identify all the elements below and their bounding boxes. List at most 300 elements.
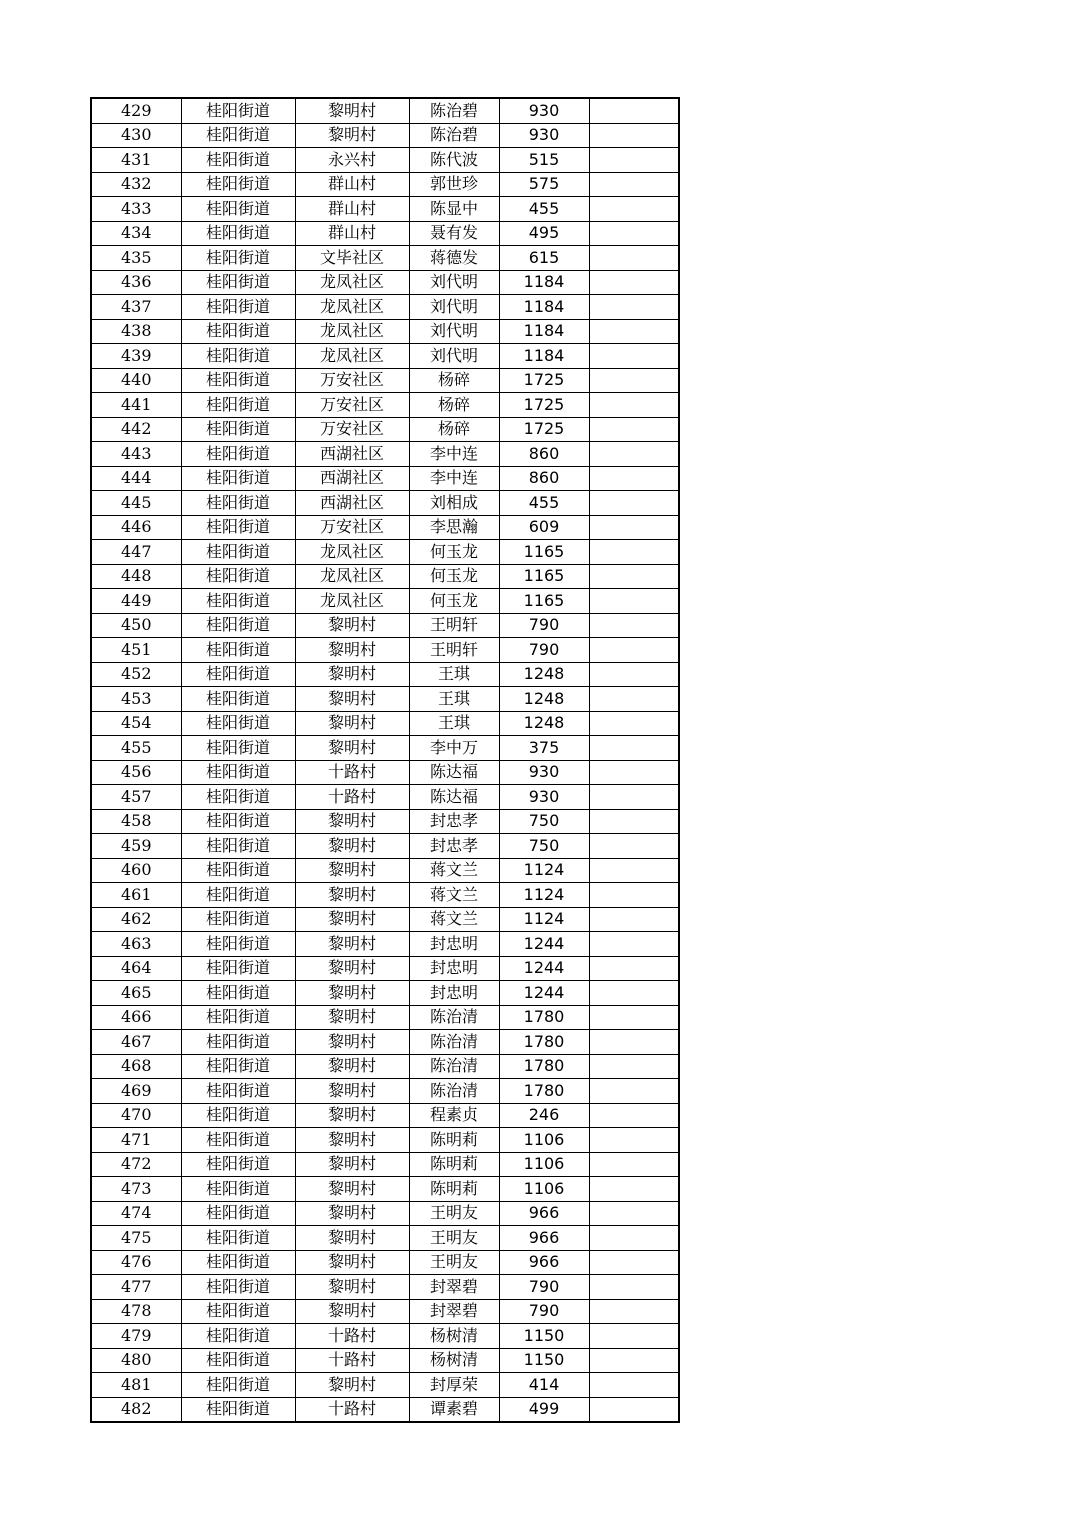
street-cell: 桂阳街道 [181,1226,295,1251]
community-cell: 十路村 [295,760,409,785]
community-cell: 黎明村 [295,662,409,687]
community-cell: 黎明村 [295,98,409,123]
community-cell: 黎明村 [295,1103,409,1128]
row-number-cell: 449 [91,589,181,614]
table-row [91,613,679,638]
amount-cell: 515 [499,148,589,173]
table-row [91,932,679,957]
community-cell: 黎明村 [295,1226,409,1251]
street-cell: 桂阳街道 [181,1299,295,1324]
row-number-cell: 482 [91,1397,181,1422]
table-row [91,540,679,565]
name-cell: 陈达福 [409,760,499,785]
table-row [91,1275,679,1300]
table-row [91,319,679,344]
amount-cell: 1725 [499,368,589,393]
note-cell [589,1152,679,1177]
amount-cell: 860 [499,442,589,467]
amount-cell: 860 [499,466,589,491]
street-cell: 桂阳街道 [181,1005,295,1030]
note-cell [589,564,679,589]
name-cell: 刘代明 [409,319,499,344]
table-row [91,368,679,393]
row-number-cell: 433 [91,197,181,222]
note-cell [589,662,679,687]
amount-cell: 1244 [499,956,589,981]
name-cell: 郭世珍 [409,172,499,197]
row-number-cell: 442 [91,417,181,442]
street-cell: 桂阳街道 [181,711,295,736]
row-number-cell: 468 [91,1054,181,1079]
amount-cell: 930 [499,123,589,148]
table-row [91,270,679,295]
name-cell: 陈明莉 [409,1128,499,1153]
amount-cell: 1248 [499,662,589,687]
street-cell: 桂阳街道 [181,98,295,123]
row-number-cell: 479 [91,1324,181,1349]
amount-cell: 495 [499,221,589,246]
note-cell [589,711,679,736]
amount-cell: 1244 [499,932,589,957]
name-cell: 封忠孝 [409,834,499,859]
amount-cell: 375 [499,736,589,761]
street-cell: 桂阳街道 [181,368,295,393]
table-row [91,1324,679,1349]
community-cell: 黎明村 [295,711,409,736]
community-cell: 万安社区 [295,393,409,418]
name-cell: 封忠孝 [409,809,499,834]
street-cell: 桂阳街道 [181,1079,295,1104]
row-number-cell: 461 [91,883,181,908]
amount-cell: 1150 [499,1324,589,1349]
name-cell: 刘代明 [409,344,499,369]
name-cell: 蒋德发 [409,246,499,271]
street-cell: 桂阳街道 [181,393,295,418]
note-cell [589,197,679,222]
street-cell: 桂阳街道 [181,1201,295,1226]
table-row [91,393,679,418]
name-cell: 蒋文兰 [409,907,499,932]
amount-cell: 790 [499,638,589,663]
amount-cell: 1165 [499,564,589,589]
note-cell [589,932,679,957]
row-number-cell: 467 [91,1030,181,1055]
row-number-cell: 464 [91,956,181,981]
community-cell: 黎明村 [295,123,409,148]
note-cell [589,981,679,1006]
community-cell: 黎明村 [295,1201,409,1226]
street-cell: 桂阳街道 [181,246,295,271]
amount-cell: 246 [499,1103,589,1128]
amount-cell: 966 [499,1250,589,1275]
note-cell [589,1201,679,1226]
note-cell [589,295,679,320]
name-cell: 聂有发 [409,221,499,246]
row-number-cell: 466 [91,1005,181,1030]
note-cell [589,736,679,761]
name-cell: 谭素碧 [409,1397,499,1422]
note-cell [589,1373,679,1398]
community-cell: 黎明村 [295,956,409,981]
amount-cell: 790 [499,1275,589,1300]
community-cell: 黎明村 [295,1299,409,1324]
table-row [91,295,679,320]
table-row [91,687,679,712]
street-cell: 桂阳街道 [181,932,295,957]
community-cell: 龙凤社区 [295,270,409,295]
note-cell [589,1177,679,1202]
amount-cell: 790 [499,613,589,638]
note-cell [589,858,679,883]
table-row [91,1226,679,1251]
community-cell: 永兴村 [295,148,409,173]
note-cell [589,466,679,491]
street-cell: 桂阳街道 [181,736,295,761]
street-cell: 桂阳街道 [181,834,295,859]
name-cell: 封忠明 [409,981,499,1006]
amount-cell: 1106 [499,1152,589,1177]
amount-cell: 790 [499,1299,589,1324]
street-cell: 桂阳街道 [181,270,295,295]
community-cell: 黎明村 [295,1005,409,1030]
street-cell: 桂阳街道 [181,1250,295,1275]
street-cell: 桂阳街道 [181,123,295,148]
row-number-cell: 431 [91,148,181,173]
name-cell: 杨树清 [409,1348,499,1373]
name-cell: 陈治清 [409,1030,499,1055]
note-cell [589,1079,679,1104]
amount-cell: 414 [499,1373,589,1398]
community-cell: 群山村 [295,197,409,222]
row-number-cell: 476 [91,1250,181,1275]
name-cell: 封厚荣 [409,1373,499,1398]
row-number-cell: 480 [91,1348,181,1373]
amount-cell: 609 [499,515,589,540]
row-number-cell: 452 [91,662,181,687]
note-cell [589,393,679,418]
table-row [91,172,679,197]
name-cell: 王明友 [409,1250,499,1275]
name-cell: 王明友 [409,1201,499,1226]
note-cell [589,956,679,981]
row-number-cell: 471 [91,1128,181,1153]
amount-cell: 499 [499,1397,589,1422]
street-cell: 桂阳街道 [181,319,295,344]
name-cell: 杨碎 [409,417,499,442]
name-cell: 陈治清 [409,1005,499,1030]
note-cell [589,148,679,173]
table-row [91,246,679,271]
row-number-cell: 432 [91,172,181,197]
note-cell [589,172,679,197]
note-cell [589,638,679,663]
community-cell: 黎明村 [295,834,409,859]
community-cell: 群山村 [295,172,409,197]
name-cell: 李中连 [409,466,499,491]
row-number-cell: 453 [91,687,181,712]
table-row [91,564,679,589]
name-cell: 陈代波 [409,148,499,173]
amount-cell: 930 [499,785,589,810]
community-cell: 黎明村 [295,613,409,638]
note-cell [589,344,679,369]
row-number-cell: 430 [91,123,181,148]
row-number-cell: 429 [91,98,181,123]
name-cell: 何玉龙 [409,589,499,614]
amount-cell: 1244 [499,981,589,1006]
street-cell: 桂阳街道 [181,172,295,197]
community-cell: 黎明村 [295,736,409,761]
street-cell: 桂阳街道 [181,417,295,442]
row-number-cell: 439 [91,344,181,369]
community-cell: 黎明村 [295,1030,409,1055]
note-cell [589,1128,679,1153]
street-cell: 桂阳街道 [181,1103,295,1128]
row-number-cell: 436 [91,270,181,295]
note-cell [589,687,679,712]
name-cell: 何玉龙 [409,540,499,565]
row-number-cell: 459 [91,834,181,859]
table-row [91,1299,679,1324]
name-cell: 封忠明 [409,932,499,957]
note-cell [589,1054,679,1079]
name-cell: 陈治清 [409,1079,499,1104]
name-cell: 陈达福 [409,785,499,810]
row-number-cell: 441 [91,393,181,418]
street-cell: 桂阳街道 [181,442,295,467]
amount-cell: 1184 [499,295,589,320]
note-cell [589,907,679,932]
community-cell: 十路村 [295,1324,409,1349]
note-cell [589,442,679,467]
row-number-cell: 450 [91,613,181,638]
amount-cell: 750 [499,809,589,834]
community-cell: 十路村 [295,1348,409,1373]
name-cell: 李中万 [409,736,499,761]
community-cell: 黎明村 [295,1275,409,1300]
table-row [91,1103,679,1128]
community-cell: 黎明村 [295,638,409,663]
table-row [91,1177,679,1202]
table-row [91,148,679,173]
table-row [91,907,679,932]
street-cell: 桂阳街道 [181,638,295,663]
street-cell: 桂阳街道 [181,760,295,785]
amount-cell: 1106 [499,1177,589,1202]
name-cell: 王琪 [409,687,499,712]
community-cell: 文毕社区 [295,246,409,271]
street-cell: 桂阳街道 [181,883,295,908]
row-number-cell: 457 [91,785,181,810]
name-cell: 蒋文兰 [409,858,499,883]
street-cell: 桂阳街道 [181,785,295,810]
street-cell: 桂阳街道 [181,589,295,614]
row-number-cell: 446 [91,515,181,540]
street-cell: 桂阳街道 [181,907,295,932]
table-row [91,1152,679,1177]
row-number-cell: 465 [91,981,181,1006]
street-cell: 桂阳街道 [181,1397,295,1422]
amount-cell: 1124 [499,907,589,932]
street-cell: 桂阳街道 [181,148,295,173]
note-cell [589,515,679,540]
name-cell: 陈明莉 [409,1152,499,1177]
amount-cell: 1780 [499,1030,589,1055]
row-number-cell: 463 [91,932,181,957]
community-cell: 十路村 [295,1397,409,1422]
table-row [91,1250,679,1275]
community-cell: 龙凤社区 [295,564,409,589]
community-cell: 黎明村 [295,932,409,957]
street-cell: 桂阳街道 [181,1152,295,1177]
name-cell: 王琪 [409,662,499,687]
name-cell: 李思瀚 [409,515,499,540]
note-cell [589,1324,679,1349]
community-cell: 黎明村 [295,883,409,908]
name-cell: 刘相成 [409,491,499,516]
note-cell [589,760,679,785]
community-cell: 西湖社区 [295,442,409,467]
amount-cell: 1780 [499,1005,589,1030]
street-cell: 桂阳街道 [181,1128,295,1153]
amount-cell: 1780 [499,1079,589,1104]
street-cell: 桂阳街道 [181,981,295,1006]
table-row [91,1005,679,1030]
row-number-cell: 475 [91,1226,181,1251]
amount-cell: 1184 [499,344,589,369]
row-number-cell: 447 [91,540,181,565]
street-cell: 桂阳街道 [181,858,295,883]
table-row [91,98,679,123]
table-row [91,981,679,1006]
row-number-cell: 448 [91,564,181,589]
street-cell: 桂阳街道 [181,1324,295,1349]
community-cell: 黎明村 [295,981,409,1006]
community-cell: 西湖社区 [295,466,409,491]
street-cell: 桂阳街道 [181,1275,295,1300]
row-number-cell: 460 [91,858,181,883]
row-number-cell: 478 [91,1299,181,1324]
row-number-cell: 444 [91,466,181,491]
street-cell: 桂阳街道 [181,1348,295,1373]
name-cell: 何玉龙 [409,564,499,589]
note-cell [589,1299,679,1324]
note-cell [589,123,679,148]
note-cell [589,319,679,344]
row-number-cell: 462 [91,907,181,932]
street-cell: 桂阳街道 [181,809,295,834]
note-cell [589,1275,679,1300]
amount-cell: 1124 [499,883,589,908]
amount-cell: 455 [499,491,589,516]
table-row [91,662,679,687]
note-cell [589,1030,679,1055]
table-row [91,638,679,663]
name-cell: 陈治碧 [409,98,499,123]
table-row [91,344,679,369]
row-number-cell: 477 [91,1275,181,1300]
amount-cell: 1725 [499,417,589,442]
row-number-cell: 443 [91,442,181,467]
table-row [91,956,679,981]
name-cell: 王明轩 [409,638,499,663]
note-cell [589,883,679,908]
table-row [91,1054,679,1079]
row-number-cell: 458 [91,809,181,834]
note-cell [589,491,679,516]
row-number-cell: 438 [91,319,181,344]
row-number-cell: 440 [91,368,181,393]
amount-cell: 1124 [499,858,589,883]
amount-cell: 1165 [499,540,589,565]
row-number-cell: 456 [91,760,181,785]
street-cell: 桂阳街道 [181,197,295,222]
name-cell: 王琪 [409,711,499,736]
street-cell: 桂阳街道 [181,466,295,491]
table-row [91,221,679,246]
note-cell [589,368,679,393]
note-cell [589,221,679,246]
community-cell: 龙凤社区 [295,344,409,369]
name-cell: 程素贞 [409,1103,499,1128]
table-row [91,123,679,148]
amount-cell: 575 [499,172,589,197]
name-cell: 刘代明 [409,295,499,320]
amount-cell: 1248 [499,711,589,736]
amount-cell: 966 [499,1201,589,1226]
table-row [91,1348,679,1373]
table-row [91,1030,679,1055]
table-row [91,809,679,834]
street-cell: 桂阳街道 [181,662,295,687]
community-cell: 群山村 [295,221,409,246]
note-cell [589,834,679,859]
row-number-cell: 435 [91,246,181,271]
row-number-cell: 445 [91,491,181,516]
note-cell [589,785,679,810]
name-cell: 封翠碧 [409,1299,499,1324]
note-cell [589,613,679,638]
community-cell: 黎明村 [295,1128,409,1153]
street-cell: 桂阳街道 [181,687,295,712]
community-cell: 龙凤社区 [295,319,409,344]
amount-cell: 1725 [499,393,589,418]
row-number-cell: 454 [91,711,181,736]
amount-cell: 1165 [499,589,589,614]
community-cell: 黎明村 [295,1054,409,1079]
table-row [91,1373,679,1398]
community-cell: 万安社区 [295,515,409,540]
amount-cell: 1150 [499,1348,589,1373]
amount-cell: 455 [499,197,589,222]
street-cell: 桂阳街道 [181,295,295,320]
table-row [91,589,679,614]
table-row [91,1079,679,1104]
row-number-cell: 437 [91,295,181,320]
community-cell: 龙凤社区 [295,295,409,320]
street-cell: 桂阳街道 [181,1177,295,1202]
note-cell [589,809,679,834]
table-row [91,785,679,810]
name-cell: 陈治清 [409,1054,499,1079]
table-row [91,1397,679,1422]
name-cell: 李中连 [409,442,499,467]
data-table [90,97,680,1423]
street-cell: 桂阳街道 [181,1054,295,1079]
street-cell: 桂阳街道 [181,613,295,638]
table-row [91,1201,679,1226]
note-cell [589,1226,679,1251]
